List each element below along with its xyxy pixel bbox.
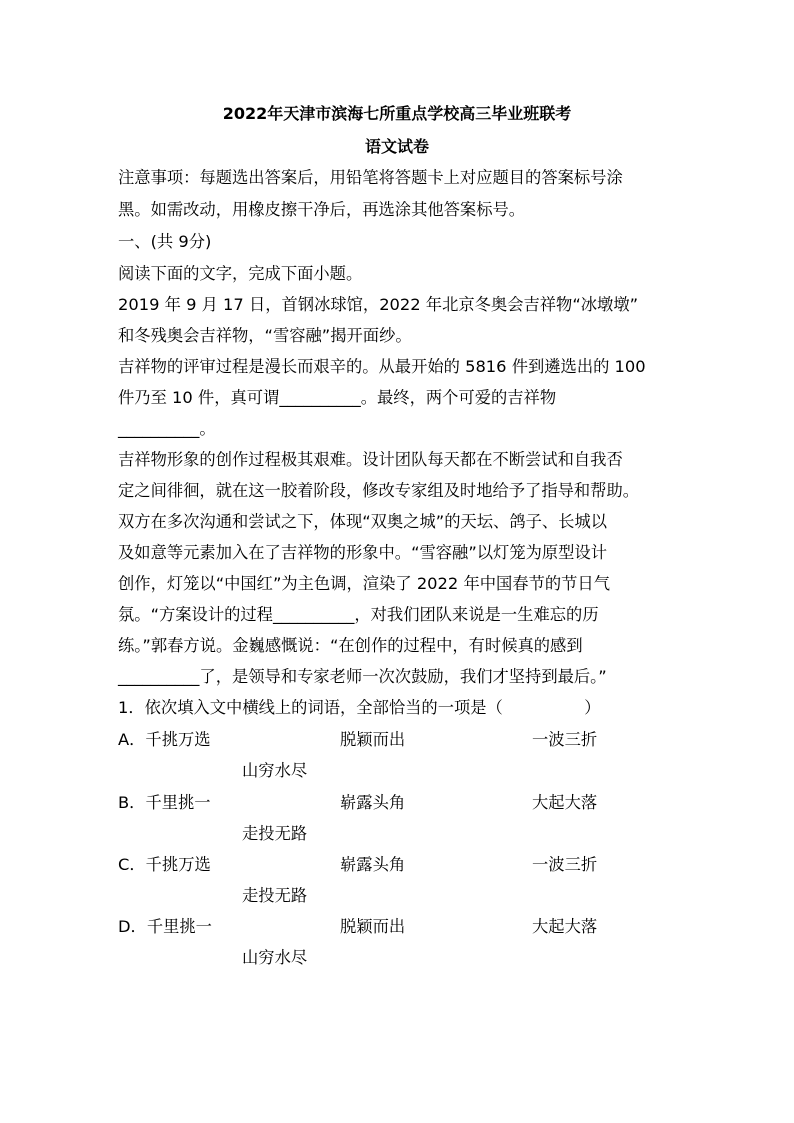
option-d-word-3: 大起大落 (532, 917, 598, 936)
passage-line: 双方在多次沟通和尝试之下，体现“双奥之城”的天坛、鸽子、长城以 (118, 512, 608, 531)
notice-line: 黑。如需改动，用橡皮擦干净后，再选涂其他答案标号。 (118, 200, 526, 219)
passage-line: 2019 年 9 月 17 日，首钢冰球馆，2022 年北京冬奥会吉祥物“冰墩墩” (118, 295, 639, 314)
option-c-word-3: 一波三折 (532, 855, 598, 874)
passage-line: 氛。“方案设计的过程__________，对我们团队来说是一生难忘的历 (118, 605, 599, 624)
passage-line: 练。”郭春方说。金巍感慨说：“在创作的过程中，有时候真的感到 (118, 636, 583, 655)
passage-line: 件乃至 10 件，真可谓__________。最终，两个可爱的吉祥物 (118, 388, 557, 407)
option-d-word-2: 脱颖而出 (340, 917, 406, 936)
option-b-word-3: 大起大落 (532, 793, 598, 812)
option-d-label: D．千里挑一 (118, 917, 212, 936)
passage-line: 吉祥物形象的创作过程极其艰难。设计团队每天都在不断尝试和自我否 (118, 450, 623, 469)
notice-line: 注意事项：每题选出答案后，用铅笔将答题卡上对应题目的答案标号涂 (118, 168, 623, 187)
passage-line: 吉祥物的评审过程是漫长而艰辛的。从最开始的 5816 件到遴选出的 100 (118, 357, 646, 376)
option-a-word-4: 山穷水尽 (242, 761, 308, 780)
option-d-word-4: 山穷水尽 (242, 948, 308, 967)
section-instruction: 阅读下面的文字，完成下面小题。 (118, 264, 363, 283)
option-c-word-4: 走投无路 (242, 886, 308, 905)
option-c-label: C．千挑万选 (118, 855, 211, 874)
option-a-word-3: 一波三折 (532, 730, 598, 749)
passage-line: 定之间徘徊，就在这一胶着阶段，修改专家组及时地给予了指导和帮助。 (118, 481, 640, 500)
passage-line: __________了，是领导和专家老师一次次鼓励，我们才坚持到最后。” (118, 667, 607, 686)
passage-line: 创作，灯笼以“中国红”为主色调，渲染了 2022 年中国春节的节日气 (118, 574, 610, 593)
option-a-label: A．千挑万选 (118, 730, 211, 749)
passage-line: 和冬残奥会吉祥物，“雪容融”揭开面纱。 (118, 326, 412, 345)
document-subtitle: 语文试卷 (364, 137, 429, 156)
option-a-word-2: 脱颖而出 (340, 730, 406, 749)
passage-line: __________。 (118, 419, 216, 438)
option-b-word-4: 走投无路 (242, 824, 308, 843)
question-stem: 1．依次填入文中横线上的词语，全部恰当的一项是（ ） (118, 698, 601, 717)
option-c-word-2: 崭露头角 (340, 855, 406, 874)
option-b-label: B．千里挑一 (118, 793, 211, 812)
section-heading: 一、(共 9分) (118, 232, 212, 251)
passage-line: 及如意等元素加入在了吉祥物的形象中。“雪容融”以灯笼为原型设计 (118, 543, 608, 562)
document-title: 2022年天津市滨海七所重点学校高三毕业班联考 (222, 104, 572, 123)
option-b-word-2: 崭露头角 (340, 793, 406, 812)
